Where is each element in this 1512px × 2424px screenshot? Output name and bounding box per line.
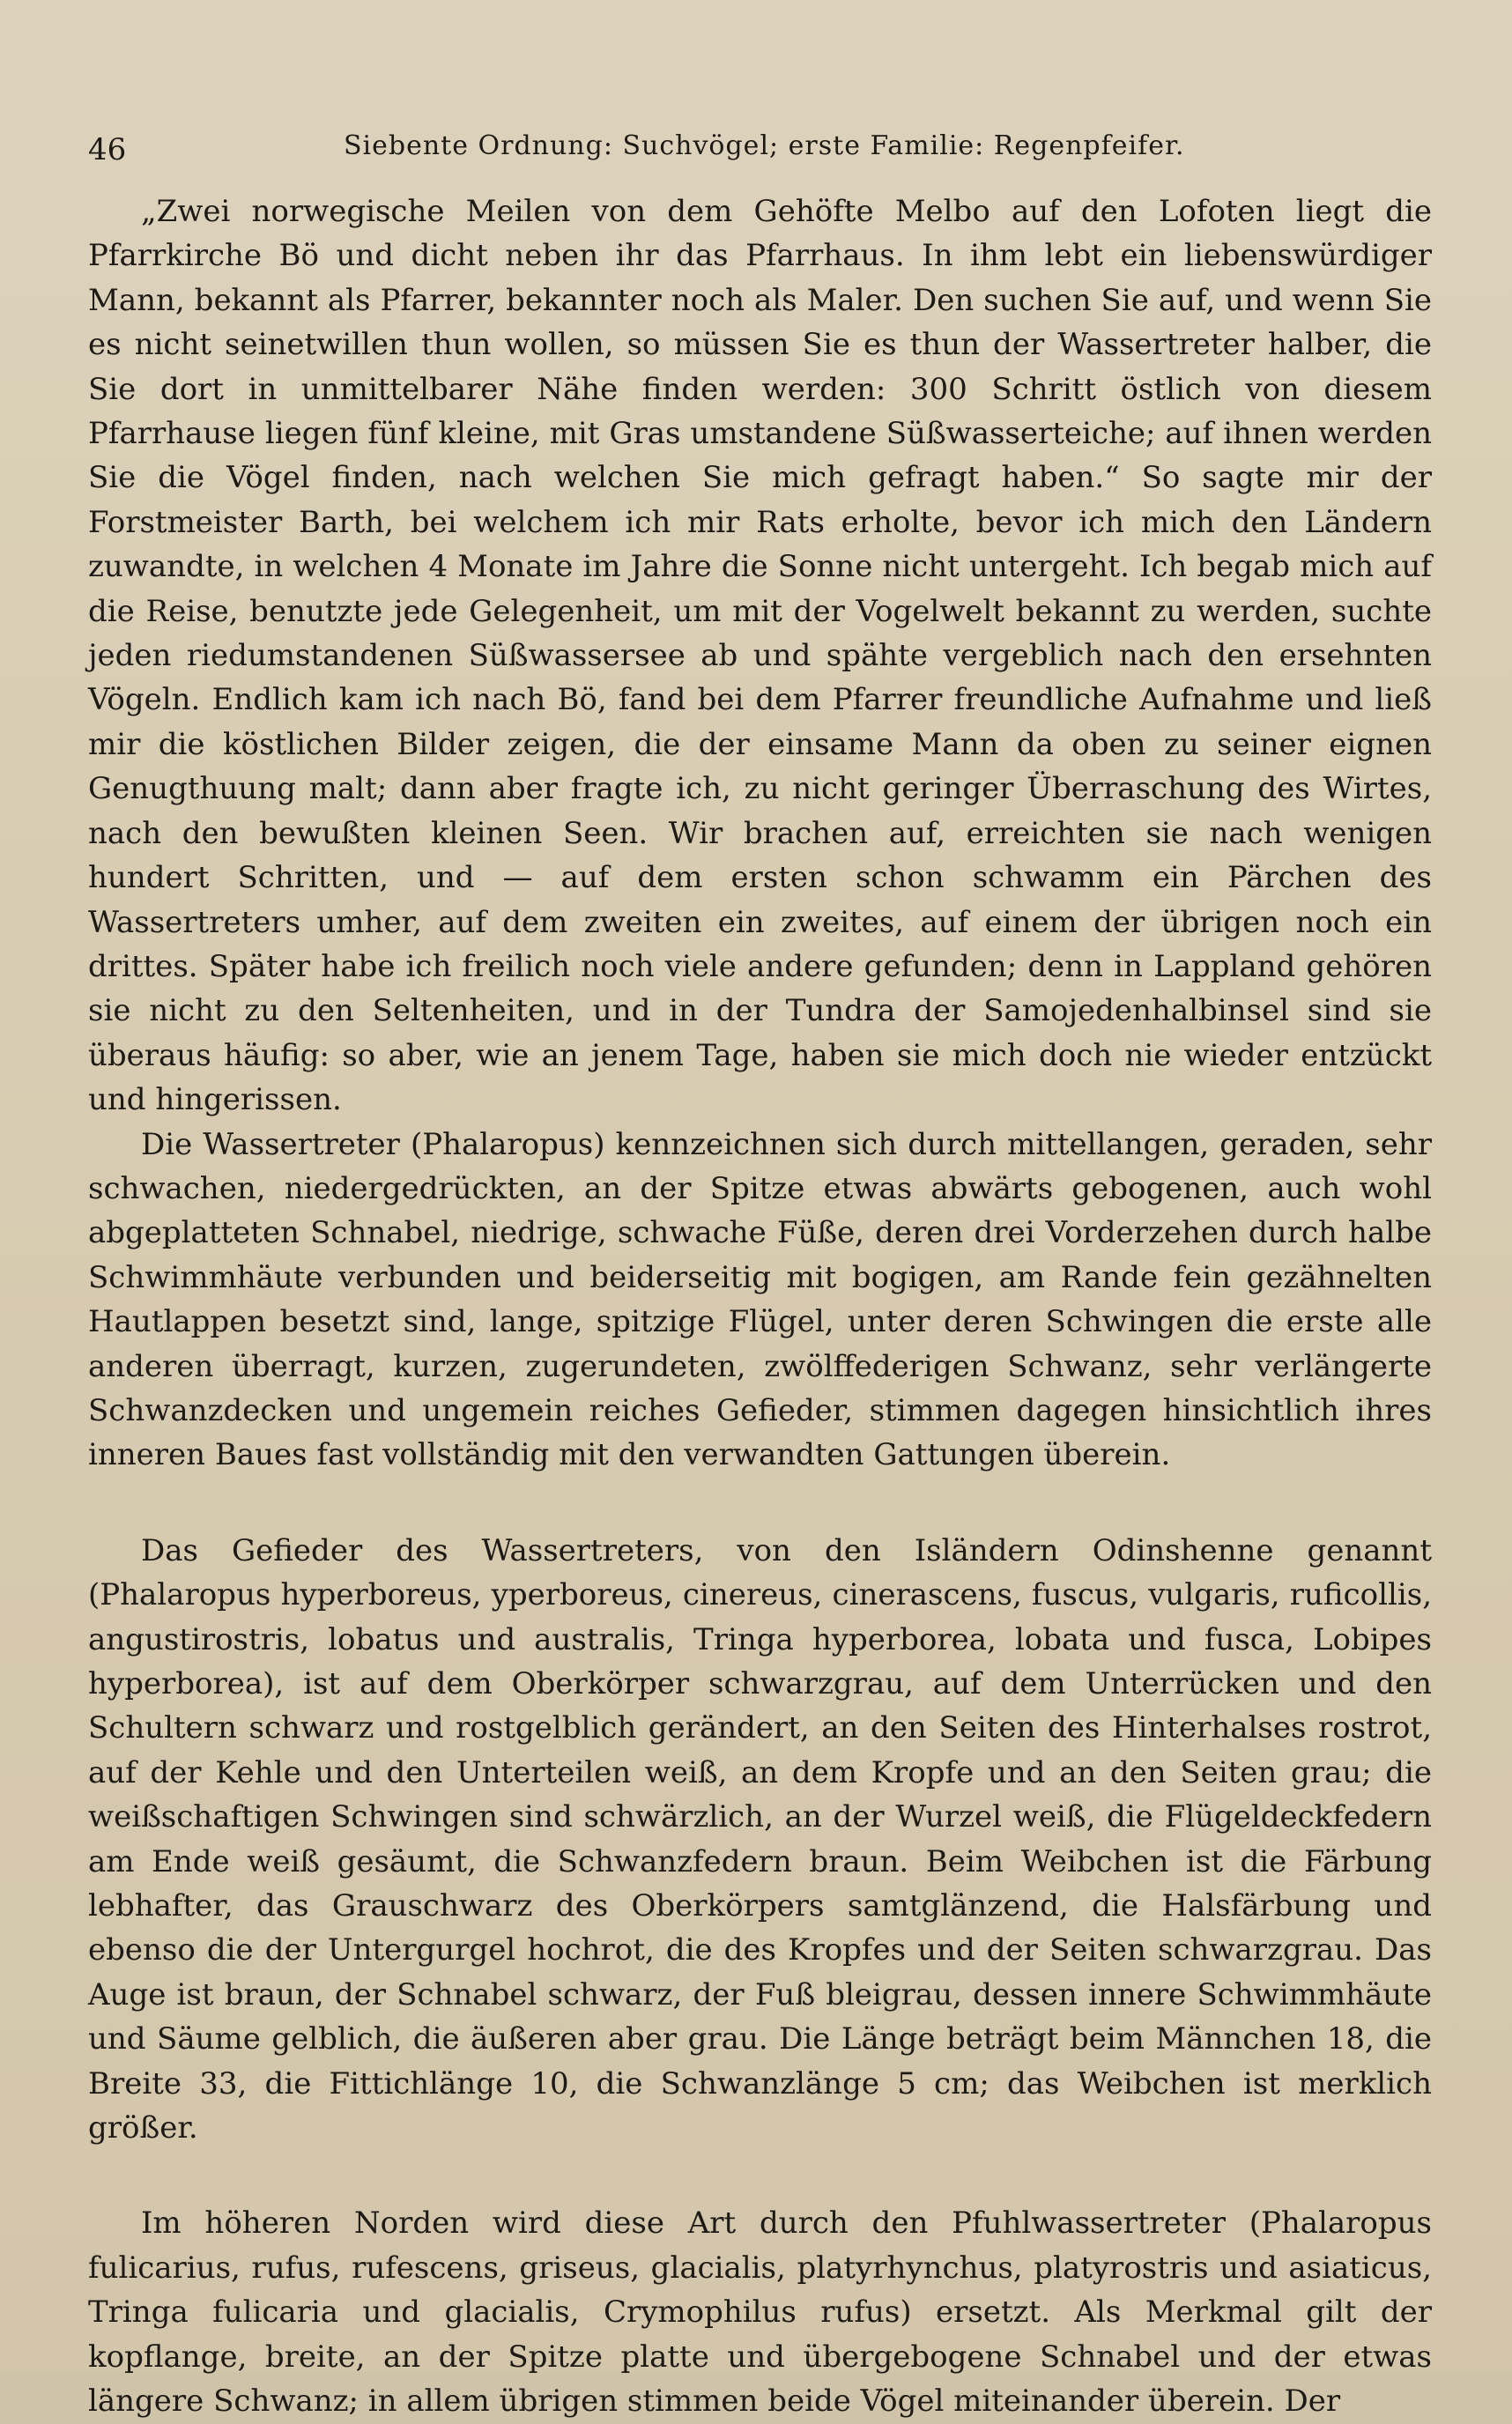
body-text	[88, 189, 1432, 2424]
page-header	[88, 123, 1445, 176]
page-number: 46	[88, 132, 127, 167]
paragraph-genus-description: Die Wassertreter (Phalaropus) kennzeichnen sich durch mittellangen, geraden, sehr schwachen, niedergedrückten, an der Spitze etwas abwärts gebogenen, auch wohl abgeplatteten Schnabel, niedrige, schwache Füße, deren drei Vorderzehen durch halbe Schwimmhäute verbunden und beiderseitig mit bogigen, am Rande fein gezähnelten Hautlappen besetzt sind, lange, spitzige Flügel, unter deren Schwingen die erste alle anderen überragt, kurzen, zugerundeten, zwölffederigen Schwanz, sehr verlängerte Schwanzdecken und ungemein reiches Gefieder, stimmen dagegen hinsichtlich ihres inneren Baues fast vollständig mit den verwandten Gattungen überein.	[88, 1126, 1432, 1473]
paragraph-related-species: Im höheren Norden wird diese Art durch den Pfuhlwassertreter (Phalaropus fulicarius, rufus, rufescens, griseus, glacialis, platyrhynchus, platyrostris und asiaticus, Tringa fulicaria und glacialis, Crymophilus rufus) ersetzt. Als Merkmal gilt der kopflange, breite, an der Spitze platte und übergebogene Schnabel und der etwas längere Schwanz; in allem übrigen stimmen beide Vögel miteinander überein. Der	[88, 2205, 1432, 2420]
running-head: Siebente Ordnung: Suchvögel; erste Familie: Regenpfeifer.	[344, 130, 1185, 161]
paragraph-intro-quote: „Zwei norwegische Meilen von dem Gehöfte Melbo auf den Lofoten liegt die Pfarrkirche Bö und dicht neben ihr das Pfarrhaus. In ihm lebt ein liebenswürdiger Mann, bekannt als Pfarrer, bekannter noch als Maler. Den suchen Sie auf, und wenn Sie es nicht seinetwillen thun wollen, so müssen Sie es thun der Wassertreter halber, die Sie dort in unmittelbarer Nähe finden werden: 300 Schritt östlich von diesem Pfarrhause liegen fünf kleine, mit Gras umstandene Süßwasserteiche; auf ihnen werden Sie die Vögel finden, nach welchen Sie mich gefragt haben.“ So sagte mir der Forstmeister Barth, bei welchem ich mir Rats erholte, bevor ich mich den Ländern zuwandte, in welchen 4 Monate im Jahre die Sonne nicht untergeht. Ich begab mich auf die Reise, benutzte jede Gelegenheit, um mit der Vogelwelt bekannt zu werden, suchte jeden riedumstandenen Süßwassersee ab und spähte vergeblich nach den ersehnten Vögeln. Endlich kam ich nach Bö, fand bei dem Pfarrer freundliche Aufnahme und ließ mir die köstlichen Bilder zeigen, die der einsame Mann da oben zu seiner eignen Genugthuung malt; dann aber fragte ich, zu nicht geringer Überraschung des Wirtes, nach den bewußten kleinen Seen. Wir brachen auf, erreichten sie nach wenigen hundert Schritten, und — auf dem ersten schon schwamm ein Pärchen des Wassertreters umher, auf dem zweiten ein zweites, auf einem der übrigen noch ein drittes. Später habe ich freilich noch viele andere gefunden; denn in Lappland gehören sie nicht zu den Seltenheiten, und in der Tundra der Samojedenhalbinsel sind sie überaus häufig: so aber, wie an jenem Tage, haben sie mich doch nie wieder entzückt und hingerissen.	[88, 194, 1432, 1118]
paragraph-plumage-description: Das Gefieder des Wassertreters, von den Isländern Odinshenne genannt (Phalaropus hyperboreus, yperboreus, cinereus, cinerascens, fuscus, vulgaris, ruficollis, angustirostris, lobatus und australis, Tringa hyperborea, lobata und fusca, Lobipes hyperborea), ist auf dem Oberkörper schwarzgrau, auf dem Unterrücken und den Schultern schwarz und rostgelblich gerändert, an den Seiten des Hinterhalses rostrot, auf der Kehle und den Unterteilen weiß, an dem Kropfe und an den Seiten grau; die weißschaftigen Schwingen sind schwärzlich, an der Wurzel weiß, die Flügeldeckfedern am Ende weiß gesäumt, die Schwanzfedern braun. Beim Weibchen ist die Färbung lebhafter, das Grauschwarz des Oberkörpers samtglänzend, die Halsfärbung und ebenso die der Untergurgel hochrot, die des Kropfes und der Seiten schwarzgrau. Das Auge ist braun, der Schnabel schwarz, der Fuß bleigrau, dessen innere Schwimmhäute und Säume gelblich, die äußeren aber grau. Die Länge beträgt beim Männchen 18, die Breite 33, die Fittichlänge 10, die Schwanzlänge 5 cm; das Weibchen ist merklich größer.	[88, 1532, 1432, 2146]
